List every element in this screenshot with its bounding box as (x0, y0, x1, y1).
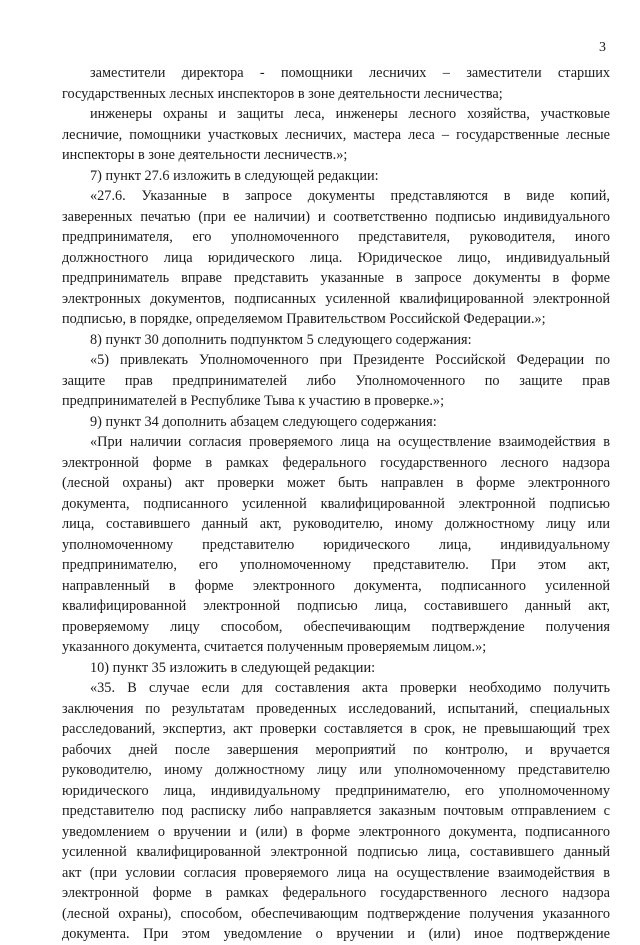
text-line: документа, подписанного усиленной квалифицированной электронной подписью (62, 495, 610, 512)
text-line: уведомлением о вручении и (или) в форме электронного документа, подписанного (62, 823, 610, 840)
text-line: государственных лесных инспекторов в зоне деятельности лесничества; (62, 85, 503, 102)
text-line: направленный в форме электронного документа, подписанного усиленной (62, 577, 610, 594)
text-line: 9) пункт 34 дополнить абзацем следующего содержания: (90, 413, 437, 430)
text-line: электронной форме в рамках федерального государственного лесного надзора (62, 885, 610, 901)
text-line: «При наличии согласия проверяемого лица на осуществление взаимодействия в (90, 434, 610, 450)
text-line: квалифицированной электронной подписью лица, составившего данный акт, (62, 598, 610, 614)
text-line: электронной форме в рамках федерального государственного лесного надзора (62, 454, 610, 471)
text-line: подписью, в порядке, определяемом Правительством Российской Федерации.»; (62, 311, 546, 327)
text-line: юридического лица, индивидуальному предпринимателю, его уполномоченному (62, 782, 610, 799)
text-line: заверенных печатью (при ее наличии) и соответственно подписью индивидуального (62, 208, 610, 225)
text-line: рабочих дней после завершения мероприятий по контролю, и вручается (62, 741, 610, 758)
text-line: уполномоченному представителю юридического лица, индивидуальному (62, 536, 610, 553)
text-line: «5) привлекать Уполномоченного при Президенте Российской Федерации по (90, 352, 610, 368)
text-line: 8) пункт 30 дополнить подпунктом 5 следующего содержания: (90, 331, 472, 348)
text-line: должностного лица юридического лица. Юридическое лицо, индивидуальный (62, 249, 610, 266)
text-line: руководителю, иному должностному лицу или уполномоченному представителю (62, 762, 610, 778)
text-line: лесничие, помощники участковых лесничих, мастера леса – государственные лесные (62, 126, 610, 143)
text-line: «27.6. Указанные в запросе документы представляются в виде копий, (90, 188, 610, 204)
text-line: проверяемому лицу способом, обеспечивающим подтверждение получения (62, 618, 610, 635)
text-line: расследований, экспертиз, акт проверки составляется в срок, не превышающий трех (62, 721, 610, 737)
text-line: лица, составившего данный акт, руководителю, иному должностному лицу или (62, 516, 610, 532)
text-line: инженеры охраны и защиты леса, инженеры лесного хозяйства, участковые (90, 106, 610, 122)
text-line: предприниматель вправе представить указанные в запросе документы в форме (62, 270, 610, 286)
text-line: «35. В случае если для составления акта проверки необходимо получить (90, 680, 610, 696)
text-line: инспекторы в зоне деятельности лесничеств.»; (62, 147, 348, 163)
document-body (62, 63, 610, 945)
text-line: предпринимателя, его уполномоченного представителя, руководителя, иного (62, 229, 610, 245)
text-line: предпринимателей в Республике Тыва к участию в проверке.»; (62, 393, 445, 409)
text-line: усиленной квалифицированной электронной подписью лица, составившего данный (62, 844, 610, 860)
text-line: (лесной охраны) акт проверки может быть направлен в форме электронного (62, 475, 610, 491)
text-line: указанного документа, считается полученным проверяемым лицом.»; (62, 639, 487, 655)
text-line: предпринимателю, его уполномоченному представителю. При этом акт, (62, 557, 610, 573)
text-line: документа. При этом уведомление о вручении и (или) иное подтверждение (62, 926, 610, 942)
text-line: представителю под расписку либо направляется заказным почтовым отправлением с (62, 803, 610, 819)
text-line: акт (при условии согласия проверяемого лица на осуществление взаимодействия в (62, 864, 610, 881)
text-line: защите прав предпринимателей либо Уполномоченного по защите прав (62, 372, 610, 389)
text-line: (лесной охраны), способом, обеспечивающим подтверждение получения указанного (62, 905, 610, 922)
text-line: заместители директора - помощники лесничих – заместители старших (90, 65, 610, 81)
text-line: 10) пункт 35 изложить в следующей редакции: (90, 659, 376, 676)
page-number: 3 (599, 40, 606, 55)
text-line: 7) пункт 27.6 изложить в следующей редакции: (90, 167, 379, 184)
text-line: заключения по результатам проведенных исследований, испытаний, специальных (62, 700, 610, 717)
text-line: электронных документов, подписанных усиленной квалифицированной электронной (62, 290, 610, 307)
